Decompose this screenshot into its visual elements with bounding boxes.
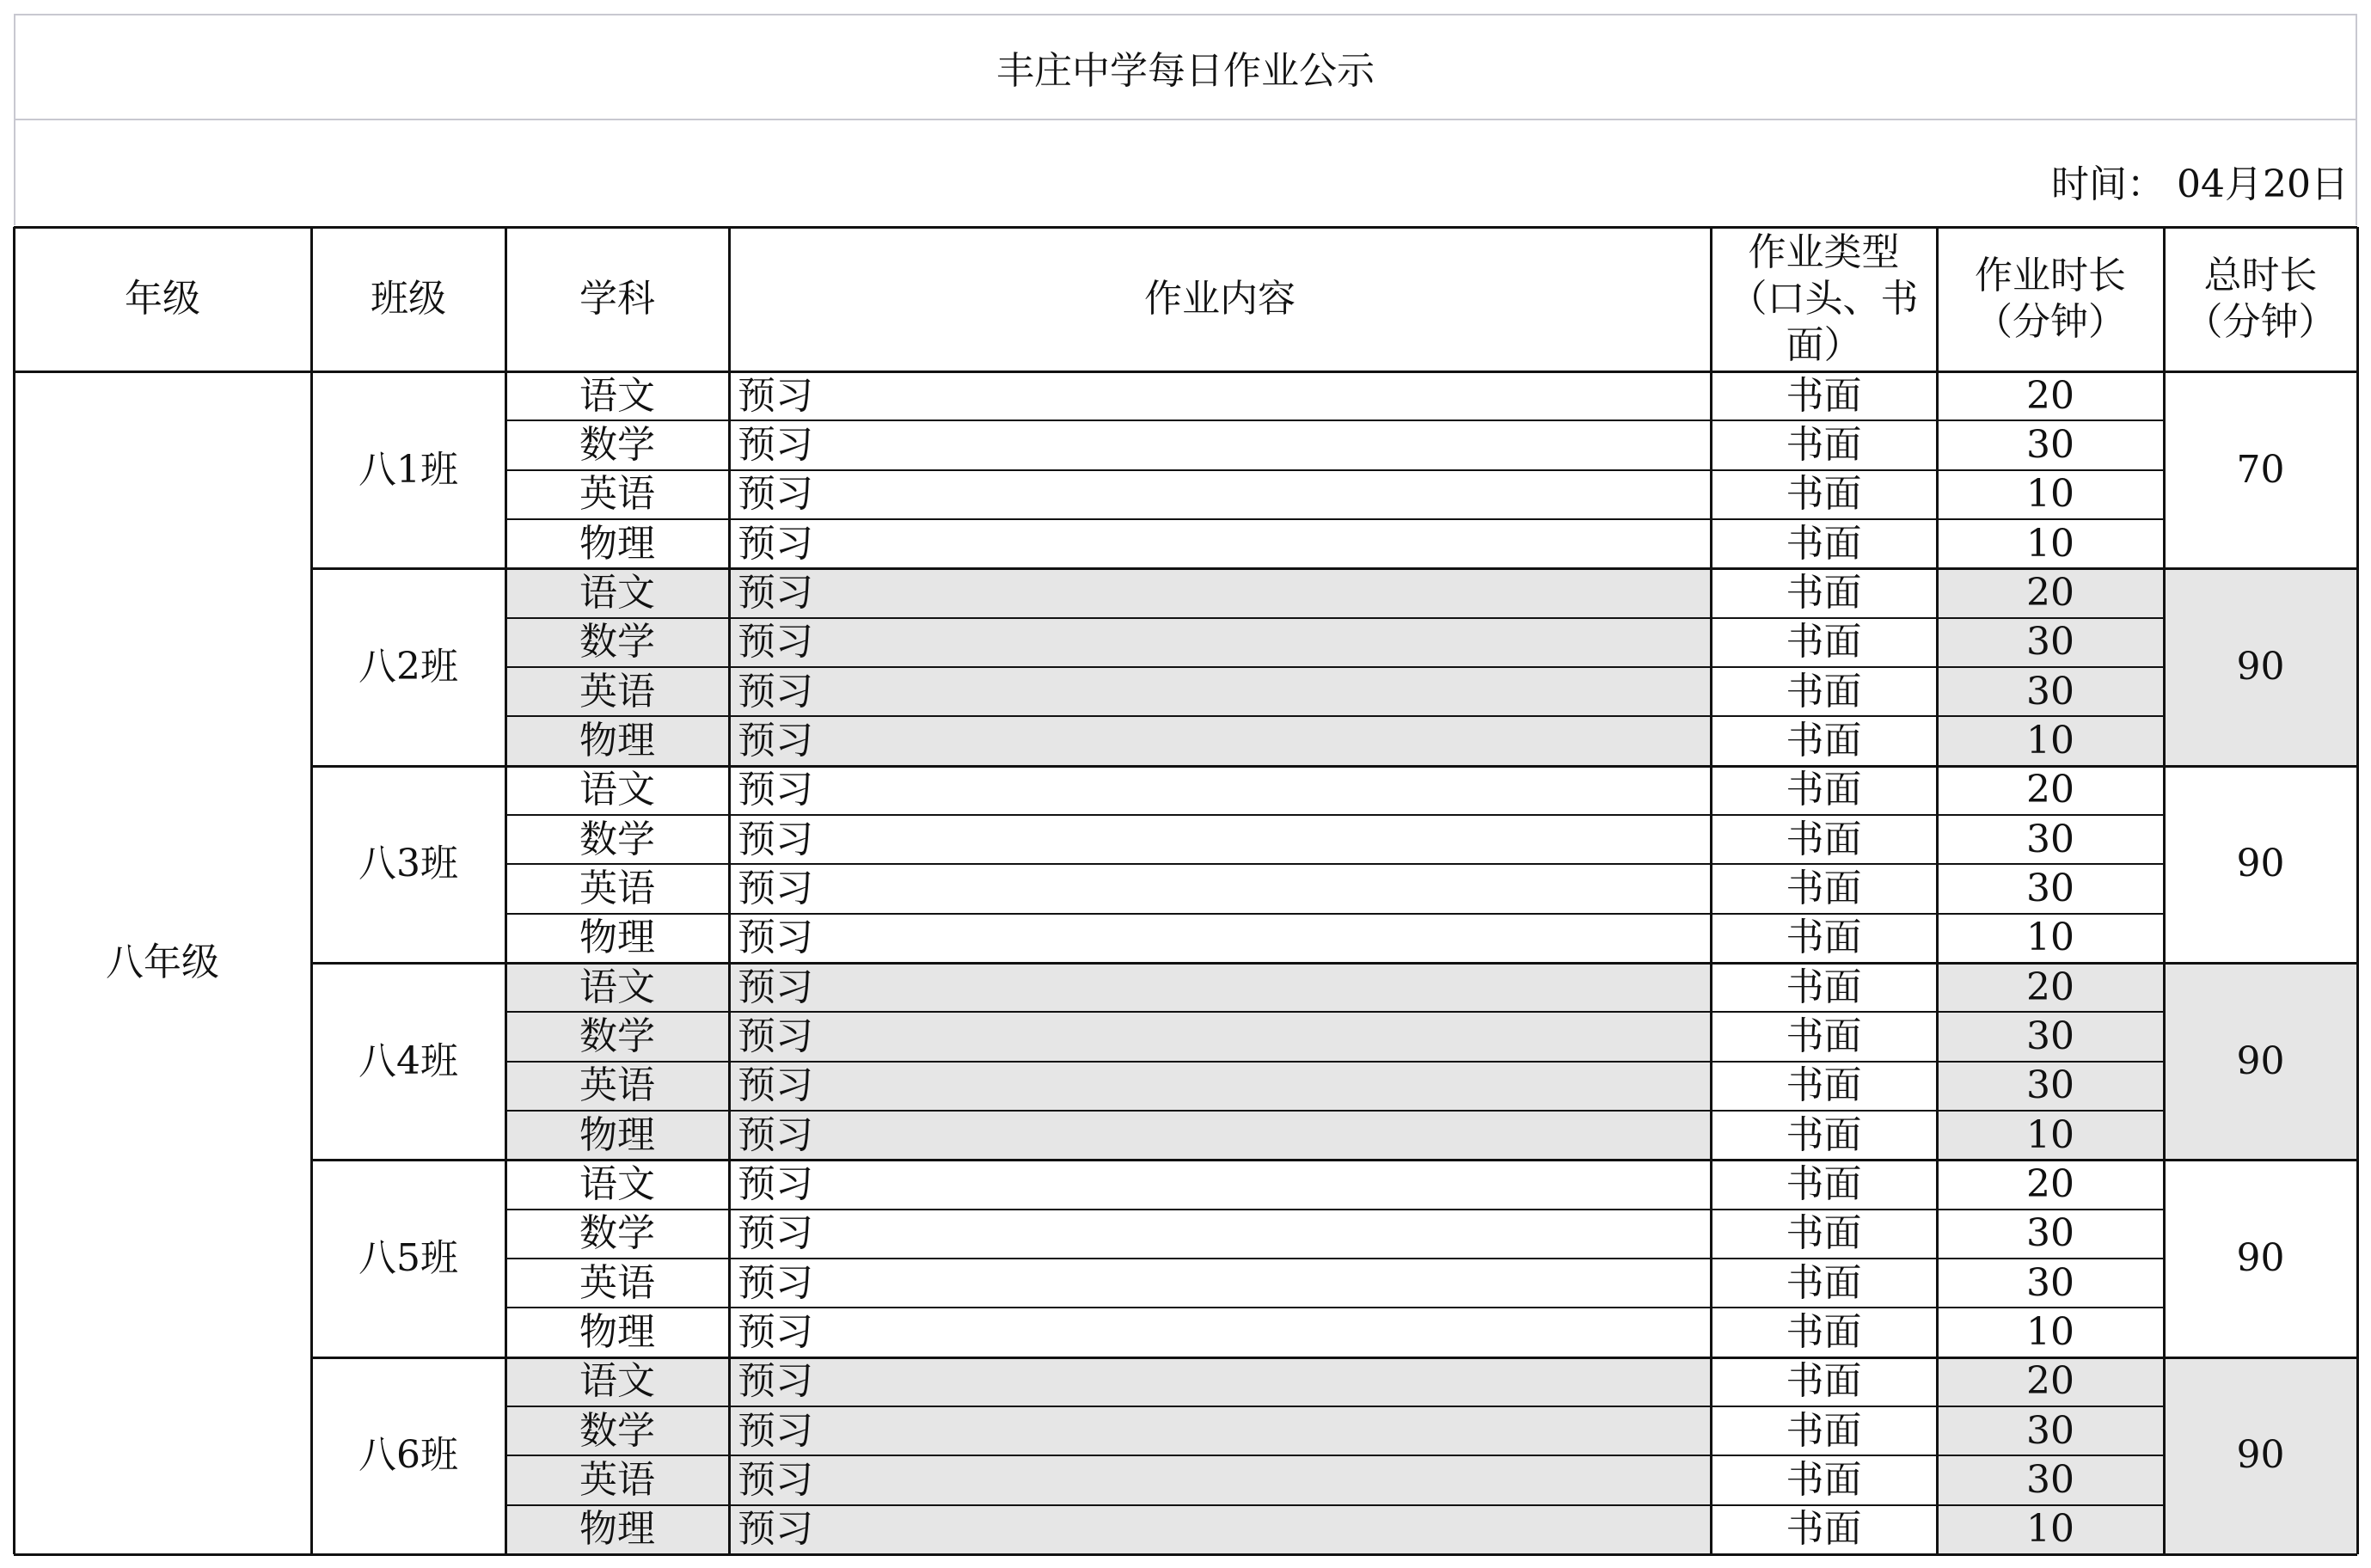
grid-line [311,1159,2357,1161]
content-cell: 预习 [729,1012,1711,1061]
grid-line [505,1406,2164,1407]
total-cell: 90 [2164,963,2357,1160]
duration-cell: 30 [1937,1455,2164,1504]
duration-cell: 30 [1937,1406,2164,1455]
type-cell: 书面 [1786,472,1862,517]
type-cell: 书面 [1786,817,1862,861]
grid-line [505,227,507,1554]
header-content: 作业内容 [1144,277,1296,322]
duration-cell: 30 [1937,1062,2164,1111]
duration-cell: 10 [2026,472,2074,517]
grid-line [505,1258,2164,1259]
duration-cell: 30 [2026,867,2074,911]
subject-cell: 英语 [505,667,729,716]
grid-line [2356,227,2359,1554]
duration-cell: 10 [2026,916,2074,960]
duration-cell: 30 [2026,817,2074,861]
duration-cell: 20 [2026,768,2074,812]
grid-line [505,1307,2164,1308]
grid-line [505,469,2164,471]
content-cell: 预习 [729,963,1711,1012]
duration-cell: 20 [1937,568,2164,617]
grid-line [14,371,2357,373]
grid-line [505,1110,2164,1112]
total-cell: 90 [2236,842,2285,886]
type-cell: 书面 [1786,521,1862,566]
grid-line [505,1209,2164,1210]
content-cell: 预习 [738,423,813,468]
duration-cell: 20 [1937,1357,2164,1406]
grid-line [505,617,2164,619]
total-cell: 90 [2164,1357,2357,1554]
content-cell: 预习 [738,1260,813,1305]
type-cell: 书面 [1786,373,1862,418]
subject-cell: 物理 [579,916,655,960]
duration-cell: 10 [1937,1111,2164,1160]
type-cell: 书面 [1786,669,1862,714]
header-duration: 作业时长 （分钟） [1975,254,2126,344]
subject-cell: 语文 [579,768,655,812]
grid-line [2163,227,2166,1554]
content-cell: 预习 [738,521,813,566]
type-cell: 书面 [1786,571,1862,616]
type-cell: 书面 [1786,620,1862,665]
type-cell: 书面 [1786,965,1862,1009]
type-cell: 书面 [1786,916,1862,960]
grid-line [505,1011,2164,1013]
duration-cell: 10 [1937,1505,2164,1554]
duration-cell: 30 [1937,1012,2164,1061]
class-name: 八6班 [358,1433,458,1478]
type-cell: 书面 [1786,1408,1862,1453]
grid-line [505,666,2164,668]
type-cell: 书面 [1786,867,1862,911]
duration-cell: 10 [2026,521,2074,566]
grid-line [14,1553,2357,1556]
type-cell: 书面 [1786,423,1862,468]
header-grade: 年级 [125,277,200,322]
grid-line [13,227,15,1554]
header-type: 作业类型 （口头、书面） [1729,230,1919,367]
type-cell: 书面 [1786,1014,1862,1059]
subject-cell: 语文 [579,373,655,418]
type-cell: 书面 [1786,1063,1862,1108]
duration-cell: 20 [2026,1162,2074,1207]
grid-line [311,567,2357,570]
type-cell: 书面 [1786,719,1862,763]
total-cell: 70 [2236,447,2285,492]
grid-line [311,962,2357,965]
subject-cell: 物理 [505,1111,729,1160]
grid-line [505,1061,2164,1063]
content-cell: 预习 [738,768,813,812]
class-name: 八4班 [358,1038,458,1083]
type-cell: 书面 [1786,1359,1862,1404]
class-name: 八2班 [358,645,458,689]
subject-cell: 英语 [579,472,655,517]
content-cell: 预习 [738,1162,813,1207]
type-cell: 书面 [1786,1162,1862,1207]
subject-cell: 物理 [505,716,729,765]
subject-cell: 数学 [505,618,729,667]
grid-line [14,226,2357,229]
subject-cell: 语文 [579,1162,655,1207]
content-cell: 预习 [738,916,813,960]
grid-line [311,1357,2357,1359]
grid-line [505,1504,2164,1506]
grid-line [505,1455,2164,1456]
duration-cell: 30 [1937,667,2164,716]
grid-line [505,518,2164,520]
grid-line [505,863,2164,865]
subject-cell: 数学 [579,817,655,861]
content-cell: 预习 [729,667,1711,716]
total-cell: 90 [2164,568,2357,765]
type-cell: 书面 [1786,768,1862,812]
grid-line [311,765,2357,768]
subject-cell: 语文 [505,1357,729,1406]
subject-cell: 数学 [579,1211,655,1256]
subject-cell: 英语 [505,1455,729,1504]
subject-cell: 英语 [579,1260,655,1305]
type-cell: 书面 [1786,1211,1862,1256]
duration-cell: 30 [2026,423,2074,468]
content-cell: 预习 [738,472,813,517]
content-cell: 预习 [729,1111,1711,1160]
subject-cell: 英语 [505,1062,729,1111]
grid-line [728,227,731,1554]
duration-cell: 30 [1937,618,2164,667]
date-row [14,120,2357,225]
content-cell: 预习 [729,568,1711,617]
subject-cell: 物理 [579,1310,655,1355]
header-total: 总时长 （分钟） [2184,254,2337,344]
content-cell: 预习 [729,716,1711,765]
content-cell: 预习 [729,1062,1711,1111]
class-name: 八1班 [358,447,458,492]
subject-cell: 语文 [505,568,729,617]
content-cell: 预习 [738,817,813,861]
type-cell: 书面 [1786,1458,1862,1503]
content-cell: 预习 [729,1505,1711,1554]
subject-cell: 物理 [505,1505,729,1554]
content-cell: 预习 [738,373,813,418]
grid-line [1936,227,1939,1554]
page-title: 丰庄中学每日作业公示 [14,14,2357,120]
class-name: 八3班 [358,842,458,886]
type-cell: 书面 [1786,1507,1862,1552]
subject-cell: 语文 [505,963,729,1012]
class-name: 八5班 [358,1236,458,1281]
header-subject: 学科 [579,277,655,322]
grid-line [505,420,2164,421]
grid-line [505,715,2164,717]
subject-cell: 英语 [579,867,655,911]
grid-line [505,913,2164,915]
grid-line [1710,227,1712,1554]
duration-cell: 10 [2026,1310,2074,1355]
grid-line [310,227,313,1554]
content-cell: 预习 [729,1455,1711,1504]
content-cell: 预习 [729,618,1711,667]
content-cell: 预习 [738,1310,813,1355]
content-cell: 预习 [729,1406,1711,1455]
grade-cell: 八年级 [106,940,219,985]
subject-cell: 数学 [579,423,655,468]
content-cell: 预习 [729,1357,1711,1406]
total-cell: 90 [2236,1236,2285,1281]
duration-cell: 30 [2026,1211,2074,1256]
subject-cell: 数学 [505,1012,729,1061]
subject-cell: 数学 [505,1406,729,1455]
duration-cell: 20 [2026,373,2074,418]
duration-cell: 10 [1937,716,2164,765]
content-cell: 预习 [738,1211,813,1256]
type-cell: 书面 [1786,1260,1862,1305]
type-cell: 书面 [1786,1112,1862,1157]
date-label: 时间： [2051,162,2165,206]
grid-line [505,814,2164,816]
content-cell: 预习 [738,867,813,911]
header-class: 班级 [371,277,446,322]
date-value: 04月20日 [2177,162,2349,206]
duration-cell: 30 [2026,1260,2074,1305]
duration-cell: 20 [1937,963,2164,1012]
type-cell: 书面 [1786,1310,1862,1355]
subject-cell: 物理 [579,521,655,566]
